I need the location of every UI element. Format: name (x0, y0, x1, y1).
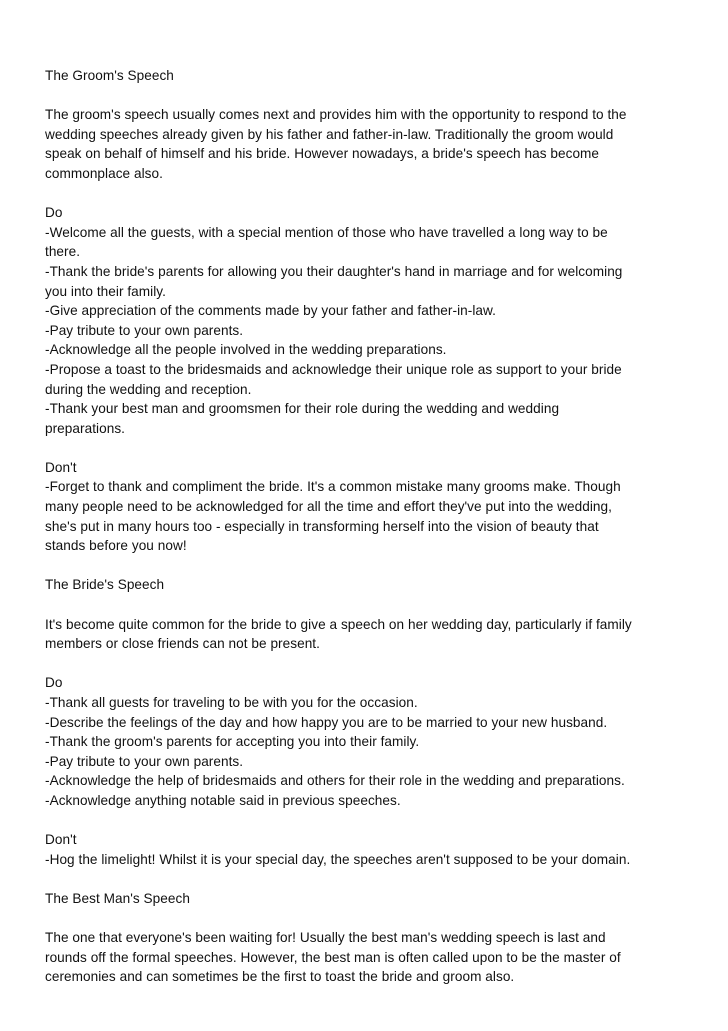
list-item: stands before you now! (45, 538, 187, 554)
document-page (45, 66, 690, 1007)
grooms-dont-list (45, 458, 690, 556)
dont-heading: Don't (45, 459, 77, 475)
best-man-speech-intro (45, 928, 690, 987)
brides-speech-intro (45, 615, 690, 654)
list-item: -Thank your best man and groomsmen for their role during the wedding and wedding (45, 401, 560, 417)
list-item: preparations. (45, 420, 125, 436)
paragraph-line: members or close friends can not be present. (45, 636, 320, 652)
brides-dont-list (45, 830, 690, 869)
list-item: -Thank the bride's parents for allowing you their daughter's hand in marriage and for welcoming (45, 263, 623, 279)
grooms-do-list (45, 203, 690, 438)
brides-do-list (45, 673, 690, 810)
list-item: -Hog the limelight! Whilst it is your special day, the speeches aren't supposed to be your domain. (45, 851, 631, 867)
do-heading: Do (45, 675, 63, 691)
list-item: during the wedding and reception. (45, 381, 252, 397)
paragraph-line: The one that everyone's been waiting for! Usually the best man's wedding speech is last and (45, 930, 606, 946)
list-item: -Pay tribute to your own parents. (45, 322, 244, 338)
paragraph-line: commonplace also. (45, 165, 163, 181)
list-item: -Thank the groom's parents for accepting you into their family. (45, 734, 420, 750)
list-item: you into their family. (45, 283, 166, 299)
paragraph-line: speak on behalf of himself and his bride. However nowadays, a bride's speech has become (45, 146, 600, 162)
list-item: -Acknowledge the help of bridesmaids and others for their role in the wedding and preparations. (45, 773, 625, 789)
paragraph-line: rounds off the formal speeches. However, the best man is often called upon to be the master of (45, 949, 621, 965)
list-item: -Give appreciation of the comments made by your father and father-in-law. (45, 303, 496, 319)
grooms-speech-title: The Groom's Speech (45, 68, 174, 83)
grooms-speech-intro (45, 105, 690, 183)
list-item: she's put in many hours too - especially in transforming herself into the vision of beauty that (45, 518, 599, 534)
grooms-speech-heading-block (45, 66, 690, 86)
best-man-speech-heading-block (45, 889, 690, 909)
list-item: -Describe the feelings of the day and how happy you are to be married to your new husband. (45, 714, 608, 730)
paragraph-line: It's become quite common for the bride to give a speech on her wedding day, particularly if family (45, 616, 632, 632)
brides-speech-title: The Bride's Speech (45, 577, 165, 593)
list-item: -Forget to thank and compliment the bride. It's a common mistake many grooms make. Though (45, 479, 621, 495)
list-item: -Welcome all the guests, with a special mention of those who have travelled a long way to be (45, 224, 608, 240)
list-item: there. (45, 244, 81, 260)
list-item: -Thank all guests for traveling to be with you for the occasion. (45, 695, 418, 710)
paragraph-line: wedding speeches already given by his father and father-in-law. Traditionally the groom would (45, 126, 614, 142)
best-man-speech-title: The Best Man's Speech (45, 890, 190, 906)
brides-speech-heading-block (45, 575, 690, 595)
list-item: -Acknowledge anything notable said in previous speeches. (45, 792, 401, 808)
list-item: many people need to be acknowledged for all the time and effort they've put into the wedding, (45, 499, 612, 515)
paragraph-line: ceremonies and can sometimes be the first to toast the bride and groom also. (45, 969, 515, 985)
list-item: -Propose a toast to the bridesmaids and acknowledge their unique role as support to your bride (45, 361, 622, 377)
paragraph-line: The groom's speech usually comes next and provides him with the opportunity to respond to the (45, 107, 627, 123)
dont-heading: Don't (45, 832, 77, 848)
list-item: -Acknowledge all the people involved in the wedding preparations. (45, 342, 447, 358)
list-item: -Pay tribute to your own parents. (45, 753, 244, 769)
do-heading: Do (45, 205, 63, 221)
